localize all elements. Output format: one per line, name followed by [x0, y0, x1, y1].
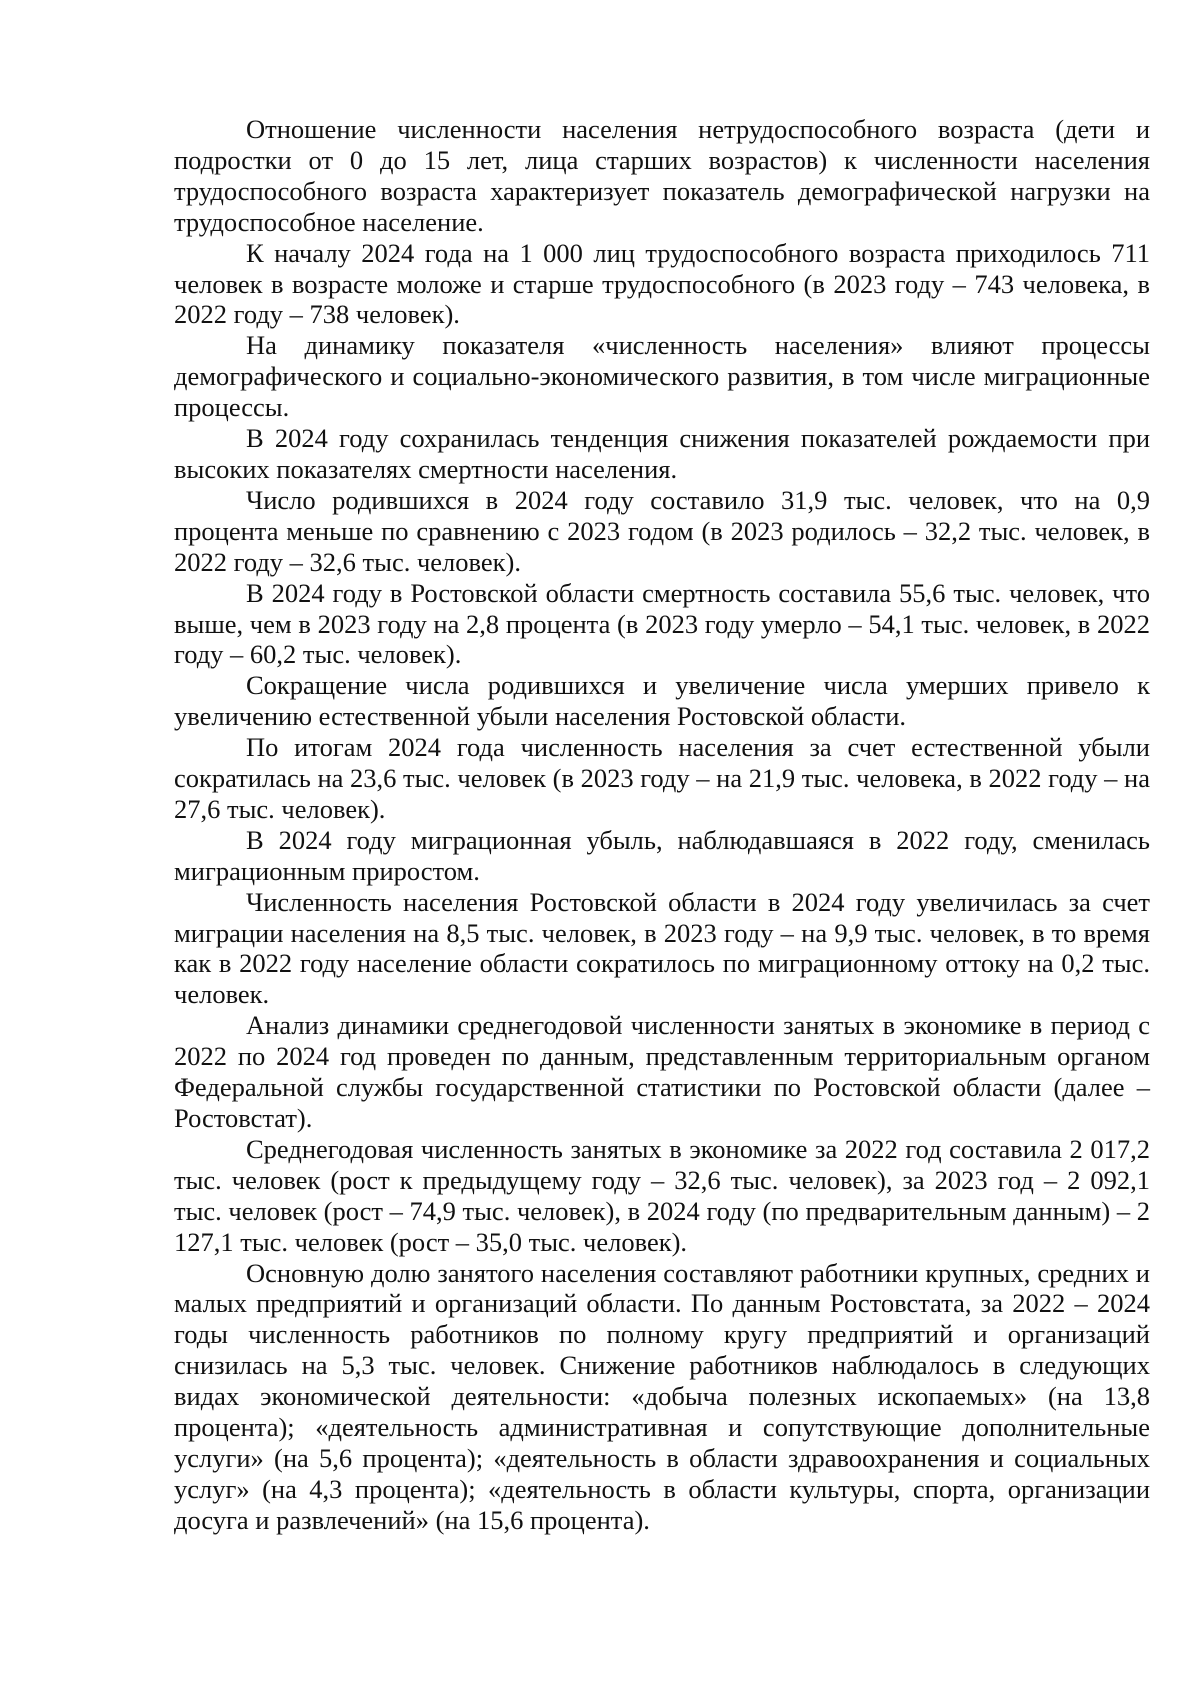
paragraph-dependency-ratio-definition: Отношение численности населения нетрудоспособного возраста (дети и подростки от 0 до 15 лет, лица старших возрастов) к численности населения трудоспособного возраста характеризует показатель демографической нагрузки на трудоспособное население.	[174, 114, 1150, 237]
paragraph-population-dynamics: На динамику показателя «численность населения» влияют процессы демографического и социально-экономического развития, в том числе миграционные процессы.	[174, 330, 1150, 423]
paragraph-deaths: В 2024 году в Ростовской области смертность составила 55,6 тыс. человек, что выше, чем в 2023 году на 2,8 процента (в 2023 году умерло – 54,1 тыс. человек, в 2022 году – 60,2 тыс. человек).	[174, 577, 1150, 670]
paragraph-births: Число родившихся в 2024 году составило 31,9 тыс. человек, что на 0,9 процента меньше по сравнению с 2023 годом (в 2023 родилось – 32,2 тыс. человек, в 2022 году – 32,6 тыс. человек).	[174, 484, 1150, 577]
paragraph-migration-change: В 2024 году миграционная убыль, наблюдавшаяся в 2022 году, сменилась миграционным приростом.	[174, 824, 1150, 886]
document-body	[174, 114, 1150, 1536]
paragraph-migration-growth: Численность населения Ростовской области в 2024 году увеличилась за счет миграции населения на 8,5 тыс. человек, в 2023 году – на 9,9 тыс. человек, в то время как в 2022 году население области сократилось по миграционному оттоку на 0,2 тыс. человек.	[174, 886, 1150, 1010]
paragraph-workforce-decline: Основную долю занятого населения составляют работники крупных, средних и малых предприятий и организаций области. По данным Ростовстата, за 2022 – 2024 годы численность работников по полному кругу предприятий и организаций снизилась на 5,3 тыс. человек. Снижение работников наблюдалось в следующих видах экономической деятельности: «добыча полезных ископаемых» (на 13,8 процента); «деятельность административная и сопутствующие дополнительные услуги» (на 5,6 процента); «деятельность в области здравоохранения и социальных услуг» (на 4,3 процента); «деятельность в области культуры, спорта, организации досуга и развлечений» (на 15,6 процента).	[174, 1257, 1150, 1535]
paragraph-birth-death-trend: В 2024 году сохранилась тенденция снижения показателей рождаемости при высоких показателях смертности населения.	[174, 423, 1150, 484]
paragraph-natural-decline-results: По итогам 2024 года численность населения за счет естественной убыли сократилась на 23,6 тыс. человек (в 2023 году – на 21,9 тыс. человека, в 2022 году – на 27,6 тыс. человек).	[174, 732, 1150, 824]
paragraph-employment-analysis: Анализ динамики среднегодовой численности занятых в экономике в период с 2022 по 2024 год проведен по данным, представленным территориальным органом Федеральной службы государственной статистики по Ростовской области (далее – Ростовстат).	[174, 1010, 1150, 1133]
paragraph-natural-decline: Сокращение числа родившихся и увеличение числа умерших привело к увеличению естественной убыли населения Ростовской области.	[174, 670, 1150, 732]
paragraph-dependency-ratio-2024: К началу 2024 года на 1 000 лиц трудоспособного возраста приходилось 711 человек в возрасте моложе и старше трудоспособного (в 2023 году – 743 человека, в 2022 году – 738 человек).	[174, 237, 1150, 330]
paragraph-employment-figures: Среднегодовая численность занятых в экономике за 2022 год составила 2 017,2 тыс. человек (рост к предыдущему году – 32,6 тыс. человек), за 2023 год – 2 092,1 тыс. человек (рост – 74,9 тыс. человек), в 2024 году (по предварительным данным) – 2 127,1 тыс. человек (рост – 35,0 тыс. человек).	[174, 1133, 1150, 1257]
